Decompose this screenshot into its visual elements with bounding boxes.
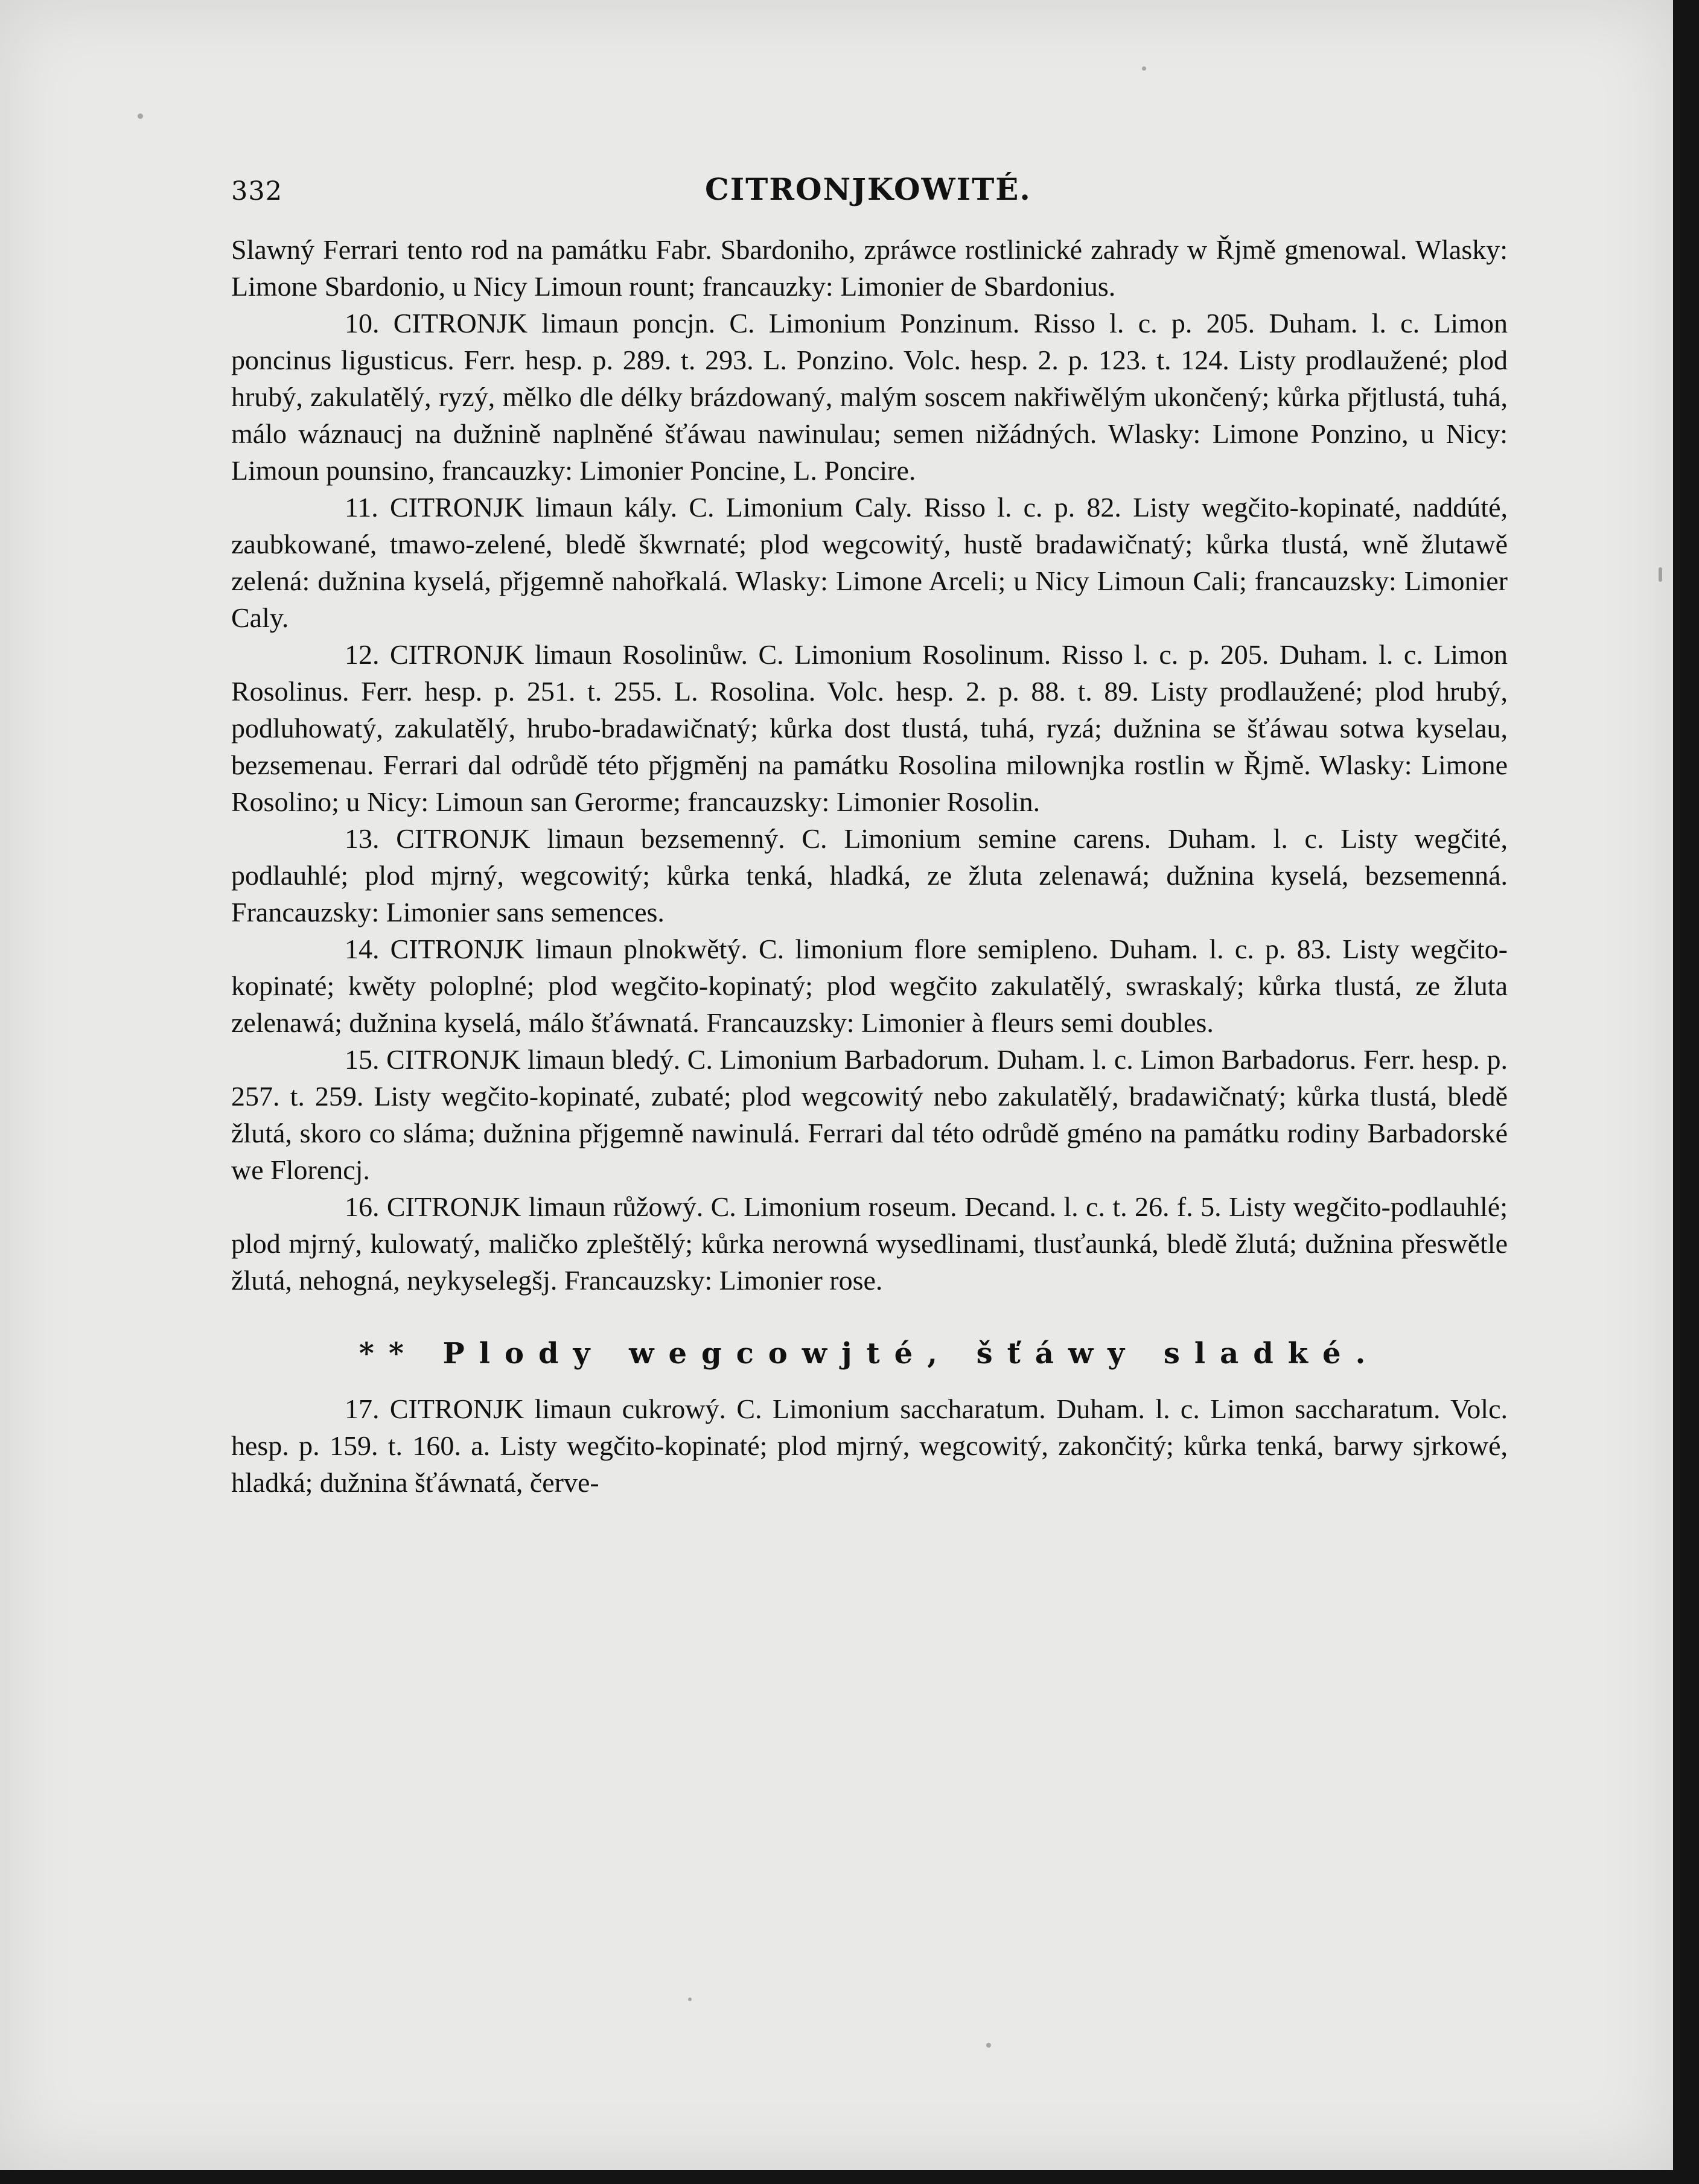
entry-15: 15. CITRONJK limaun bledý. C. Limonium Barbadorum. Duham. l. c. Limon Barbadorus. Ferr. hesp. p. 257. t. 259. Listy wegčito-kopinaté, zubaté; plod wegcowitý nebo zakulatělý, bradawičnatý; kůrka tlustá, bledě žlutá, skoro co sláma; dužnina přjgemně nawinulá. Ferrari dal této odrůdě gméno na památku rodiny Barbadorské we Florencj. — [231, 1044, 1508, 1185]
entry-13: 13. CITRONJK limaun bezsemenný. C. Limonium semine carens. Duham. l. c. Listy wegčité, podlauhlé; plod mjrný, wegcowitý; kůrka tenká, hladká, ze žluta zelenawá; dužnina kyselá, bezsemenná. Francauzsky: Limonier sans semences. — [231, 823, 1508, 928]
entry-16: 16. CITRONJK limaun růžowý. C. Limonium roseum. Decand. l. c. t. 26. f. 5. Listy wegčito-podlauhlé; plod mjrný, kulowatý, maličko zpleštělý; kůrka nerowná wysedlinami, tlusťaunká, bledě žlutá; dužnina přeswětle žlutá, nehogná, neykyselegšj. Francauzsky: Limonier rose. — [231, 1191, 1508, 1296]
paper-speck — [986, 2043, 991, 2048]
entry-17: 17. CITRONJK limaun cukrowý. C. Limonium saccharatum. Duham. l. c. Limon saccharatum. Volc. hesp. p. 159. t. 160. a. Listy wegčito-kopinaté; plod mjrný, wegcowitý, zakončitý; kůrka tenká, barwy sjrkowé, hladká; dužnina šťáwnatá, červe- — [231, 1393, 1508, 1498]
entry-14: 14. CITRONJK limaun plnokwětý. C. limonium flore semipleno. Duham. l. c. p. 83. Listy wegčito-kopinaté; kwěty poloplné; plod wegčito-kopinatý; plod wegčito zakulatělý, swraskalý; kůrka tlustá, ze žluta zelenawá; dužnina kyselá, málo šťáwnatá. Francauzsky: Limonier à fleurs semi doubles. — [231, 934, 1508, 1038]
entry-11: 11. CITRONJK limaun kály. C. Limonium Caly. Risso l. c. p. 82. Listy wegčito-kopinaté, naddúté, zaubkowané, tmawo-zelené, bledě škwrnaté; plod wegcowitý, hustě bradawičnatý; kůrka tlustá, wně žlutawě zelená: dužnina kyselá, přjgemně nahořkalá. Wlasky: Limone Arceli; u Nicy Limoun Cali; francauzsky: Limonier Caly. — [231, 492, 1508, 633]
paper-speck — [138, 113, 143, 119]
page-header — [231, 167, 1031, 215]
paper-speck — [1142, 66, 1146, 71]
section-heading: ** Plody wegcowjté, šťáwy sladké. — [359, 1337, 1380, 1371]
paper-speck — [1659, 567, 1662, 582]
entry-10: 10. CITRONJK limaun poncjn. C. Limonium Ponzinum. Risso l. c. p. 205. Duham. l. c. Limon poncinus ligusticus. Ferr. hesp. p. 289. t. 293. L. Ponzino. Volc. hesp. 2. p. 123. t. 124. Listy prodlaužené; plod hrubý, zakulatělý, ryzý, mělko dle délky brázdowaný, malým soscem nakřiwělým ukončený; kůrka přjtlustá, tuhá, málo wáznaucj na dužnině naplněné šťáwau nawinulau; semen nižádných. Wlasky: Limone Ponzino, u Nicy: Limoun pounsino, francauzky: Limonier Poncine, L. Poncire. — [231, 308, 1508, 486]
running-title: CITRONJKOWITÉ. — [705, 171, 1031, 207]
paragraph-intro: Slawný Ferrari tento rod na památku Fabr. Sbardoniho, zpráwce rostlinické zahrady w Řjmě gmenowal. Wlasky: Limone Sbardonio, u Nicy Limoun rount; francauzky: Limonier de Sbardonius. — [231, 234, 1508, 302]
entry-12: 12. CITRONJK limaun Rosolinůw. C. Limonium Rosolinum. Risso l. c. p. 205. Duham. l. c. Limon Rosolinus. Ferr. hesp. p. 251. t. 255. L. Rosolina. Volc. hesp. 2. p. 88. t. 89. Listy prodlaužené; plod hrubý, podluhowatý, zakulatělý, hrubo-bradawičnatý; kůrka dost tlustá, tuhá, ryzá; dužnina se šťáwau sotwa kyselau, bezsemenau. Ferrari dal odrůdě této přjgměnj na památku Rosolina milownjka rostlin w Řjmě. Wlasky: Limone Rosolino; u Nicy: Limoun san Gerorme; francauzsky: Limonier Rosolin. — [231, 639, 1508, 817]
body-text — [231, 231, 1508, 1501]
page-number: 332 — [231, 176, 283, 206]
paper-speck — [688, 1998, 692, 2001]
